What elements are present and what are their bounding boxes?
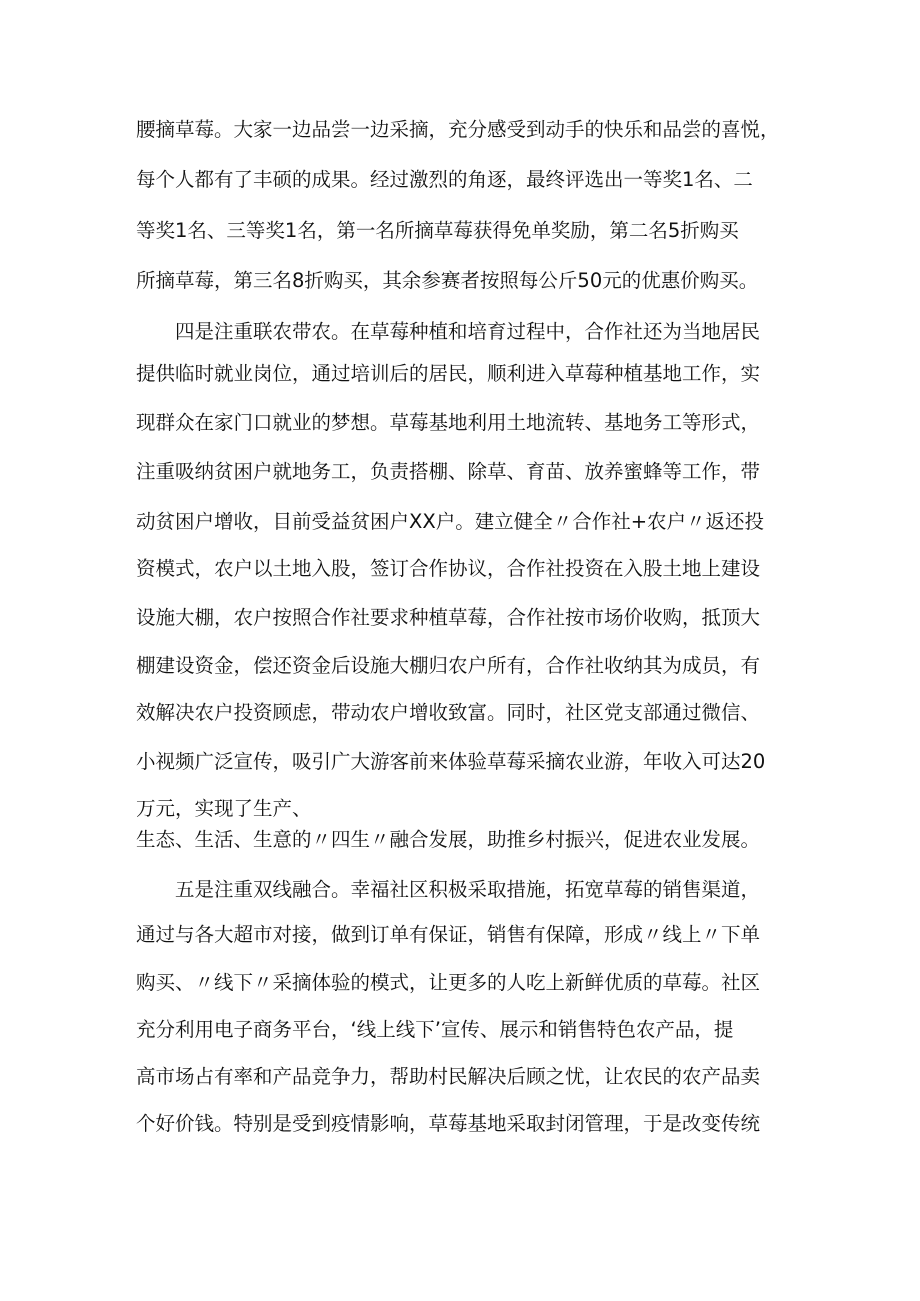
text-line: 生态、生活、生意的〃四生〃融合发展，助推乡村振兴，促进农业发展。 xyxy=(136,828,761,851)
text-line: 通过与各大超市对接，做到订单有保证，销售有保障，形成〃线上〃下单 xyxy=(136,923,761,946)
text-line: 所摘草莓，第三名8折购买，其余参赛者按照每公斤50元的优惠价购买。 xyxy=(136,269,759,292)
text-line: 动贫困户增收，目前受益贫困户XX户。建立健全〃合作社+农户〃返还投 xyxy=(136,510,765,533)
text-line: 万元，实现了生产、 xyxy=(136,797,312,820)
text-line: 资模式，农户以土地入股，签订合作协议，合作社投资在入股土地上建设 xyxy=(136,557,761,580)
text-line: 充分利用电子商务平台，‘线上线下’宣传、展示和销售特色农产品，提 xyxy=(136,1018,734,1041)
text-line: 效解决农户投资顾虑，带动农户增收致富。同时，社区党支部通过微信、 xyxy=(136,701,761,724)
text-line: 提供临时就业岗位，通过培训后的居民，顺利进入草莓种植基地工作，实 xyxy=(136,362,761,385)
text-line: 棚建设资金，偿还资金后设施大棚归农户所有，合作社收纳其为成员，有 xyxy=(136,654,761,677)
text-line: 高市场占有率和产品竞争力，帮助村民解决后顾之忧，让农民的农产品卖 xyxy=(136,1065,761,1088)
text-line: 个好价钱。特别是受到疫情影响，草莓基地采取封闭管理，于是改变传统 xyxy=(136,1112,761,1135)
text-line: 注重吸纳贫困户就地务工，负责搭棚、除草、育苗、放养蜜蜂等工作，带 xyxy=(136,460,761,483)
text-line: 小视频广泛宣传，吸引广大游客前来体验草莓采摘农业游，年收入可达20 xyxy=(136,750,766,773)
text-line: 购买、〃线下〃采摘体验的模式，让更多的人吃上新鲜优质的草莓。社区 xyxy=(136,971,761,994)
text-line: 四是注重联农带农。在草莓种植和培育过程中，合作社还为当地居民 xyxy=(175,320,761,343)
text-line: 设施大棚，农户按照合作社要求种植草莓，合作社按市场价收购，抵顶大 xyxy=(136,606,761,629)
text-line: 每个人都有了丰硕的成果。经过激烈的角逐，最终评选出一等奖1名、二 xyxy=(136,168,753,191)
text-line: 腰摘草莓。大家一边品尝一边采摘，充分感受到动手的快乐和品尝的喜悦， xyxy=(136,118,780,141)
text-line: 五是注重双线融合。幸福社区积极采取措施，拓宽草莓的销售渠道， xyxy=(175,878,761,901)
text-line: 现群众在家门口就业的梦想。草莓基地利用土地流转、基地务工等形式， xyxy=(136,411,761,434)
text-line: 等奖1名、三等奖1名，第一名所摘草莓获得免单奖励，第二名5折购买 xyxy=(136,219,739,242)
